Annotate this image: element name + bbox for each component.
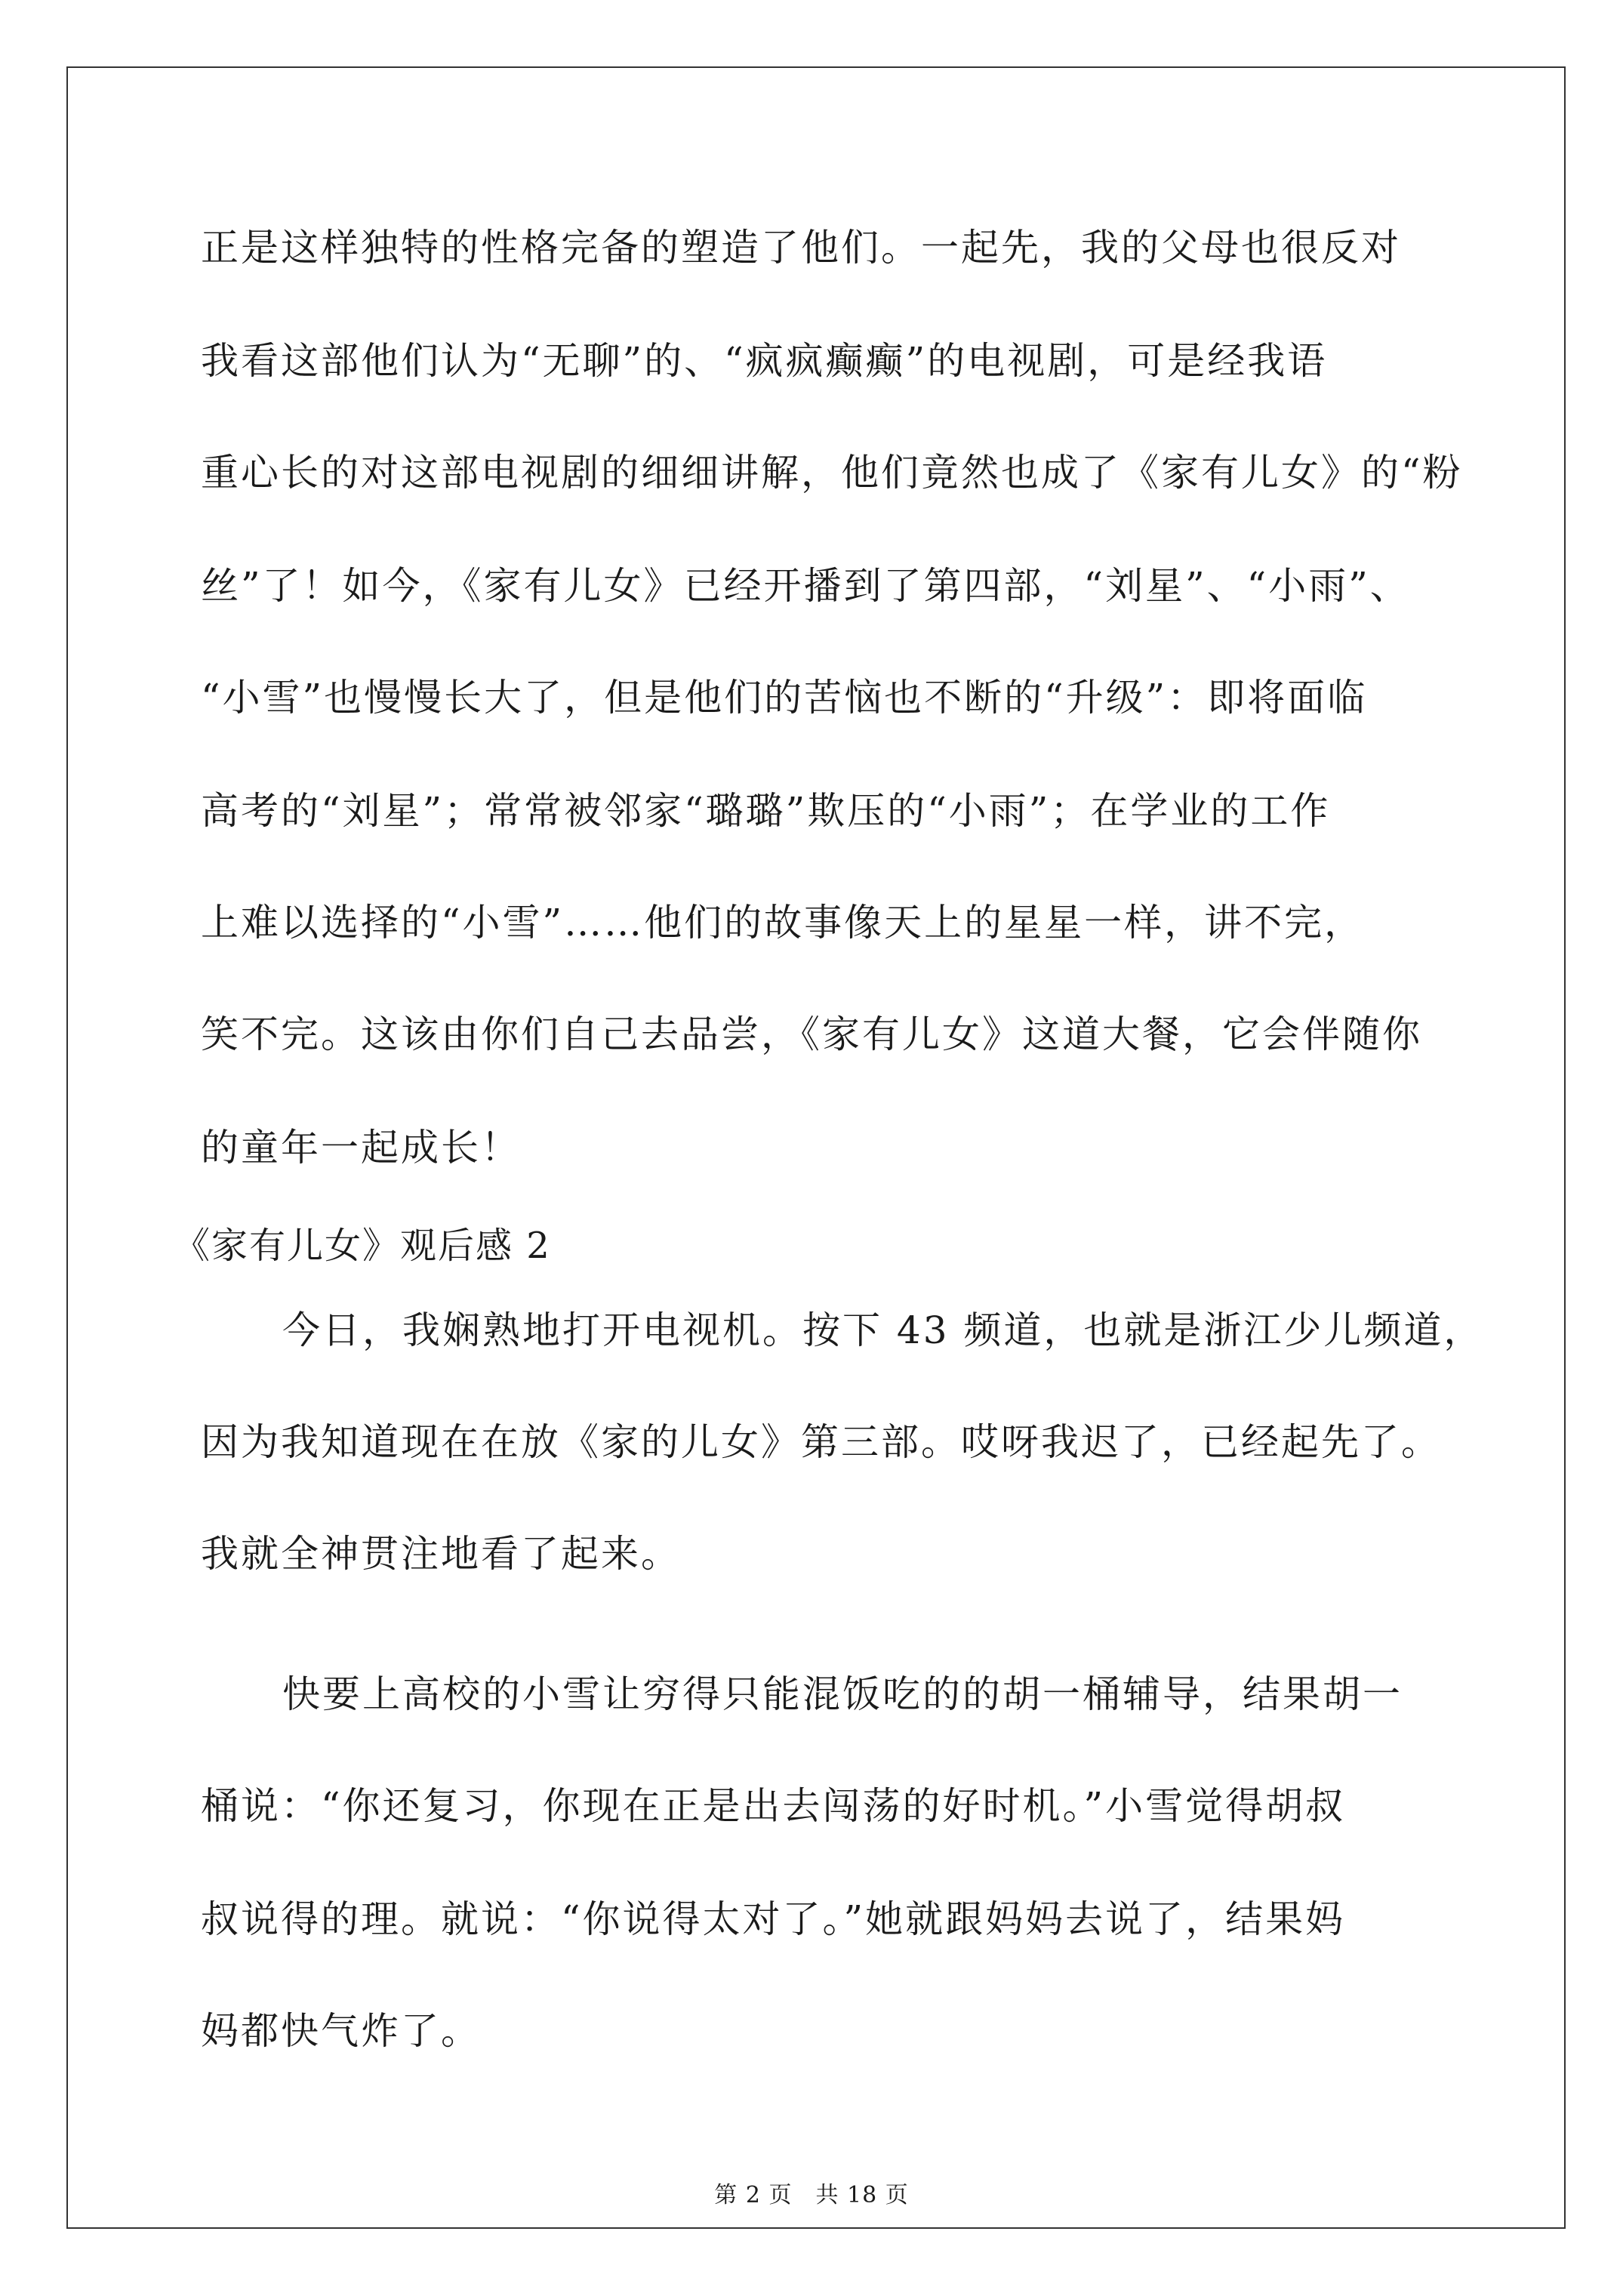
paragraph-line: “小雪”也慢慢长大了，但是他们的苦恼也不断的“升级”：即将面临 [201,676,1368,720]
paragraph-line: 妈都快气炸了。 [201,2009,481,2053]
paragraph-line: 今日，我娴熟地打开电视机。按下 43 频道，也就是浙江少儿频道， [282,1308,1484,1352]
paragraph-line: 高考的“刘星”；常常被邻家“璐璐”欺压的“小雨”；在学业的工作 [201,789,1331,833]
paragraph-line: 笑不完。这该由你们自己去品尝，《家有儿女》这道大餐，它会伴随你 [201,1012,1422,1056]
paragraph-line: 正是这样独特的性格完备的塑造了他们。一起先，我的父母也很反对 [201,226,1401,270]
paragraph-line: 上难以选择的“小雪”……他们的故事像天上的星星一样，讲不完， [201,901,1365,945]
paragraph-line: 快要上高校的小雪让穷得只能混饭吃的的胡一桶辅导，结果胡一 [282,1672,1403,1716]
paragraph-line: 叔说得的理。就说：“你说得太对了。”她就跟妈妈去说了，结果妈 [201,1897,1346,1941]
page-indicator: 第 2 页 共 18 页 [714,2182,909,2208]
paragraph-line: 桶说：“你还复习，你现在正是出去闯荡的好时机。”小雪觉得胡叔 [201,1784,1346,1828]
paragraph-line: 我看这部他们认为“无聊”的、“疯疯癫癫”的电视剧，可是经我语 [201,339,1328,383]
paragraph-line: 因为我知道现在在放《家的儿女》第三部。哎呀我迟了，已经起先了。 [201,1420,1441,1464]
paragraph-line: 的童年一起成长！ [201,1126,521,1170]
section-title: 《家有儿女》观后感 2 [174,1225,551,1267]
paragraph-line: 丝”了！如今，《家有儿女》已经开播到了第四部，“刘星”、“小雨”、 [201,564,1410,608]
paragraph-line: 重心长的对这部电视剧的细细讲解，他们竟然也成了《家有儿女》的“粉 [201,451,1463,495]
paragraph-line: 我就全神贯注地看了起来。 [201,1532,681,1576]
